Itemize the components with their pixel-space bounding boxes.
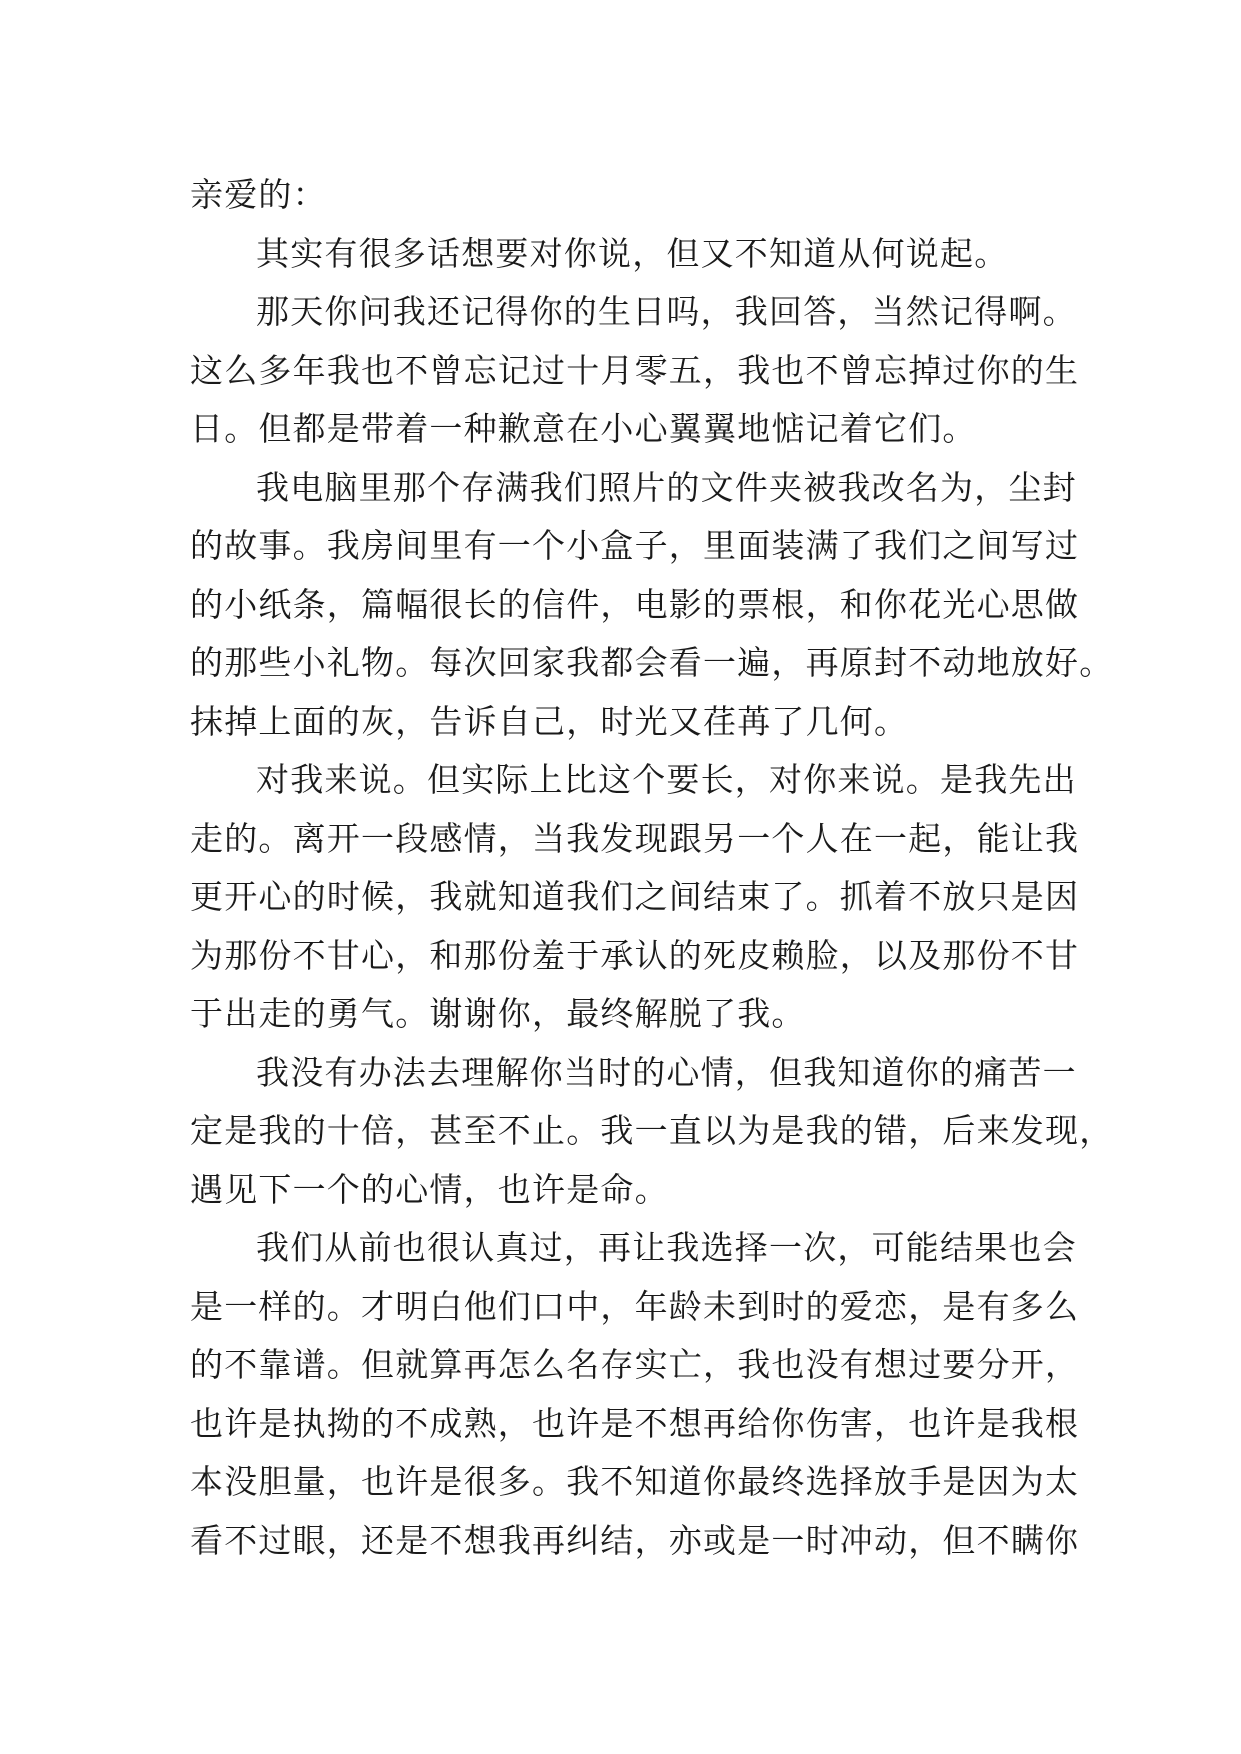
paragraph-line: 其实有很多话想要对你说，但又不知道从何说起。 xyxy=(256,233,1009,273)
paragraph-line: 抹掉上面的灰，告诉自己，时光又荏苒了几何。 xyxy=(190,701,909,741)
paragraph-line: 那天你问我还记得你的生日吗，我回答，当然记得啊。 xyxy=(256,292,1077,331)
salutation: 亲爱的： xyxy=(190,175,327,214)
paragraph-line: 于出走的勇气。谢谢你，最终解脱了我。 xyxy=(190,994,806,1033)
paragraph-line: 遇见下一个的心情，也许是命。 xyxy=(190,1169,669,1209)
paragraph-line: 我们从前也很认真过，再让我选择一次，可能结果也会 xyxy=(256,1228,1077,1267)
paragraph-line: 更开心的时候，我就知道我们之间结束了。抓着不放只是因 xyxy=(190,877,1080,916)
paragraph-line: 我没有办法去理解你当时的心情，但我知道你的痛苦一 xyxy=(256,1052,1077,1092)
paragraph-line: 的不靠谱。但就算再怎么名存实亡，我也没有想过要分开， xyxy=(190,1345,1080,1384)
paragraph-line: 我电脑里那个存满我们照片的文件夹被我改名为，尘封 xyxy=(256,467,1077,507)
paragraph-line: 是一样的。才明白他们口中，年龄未到时的爱恋，是有多么 xyxy=(190,1286,1080,1326)
paragraph-line: 走的。离开一段感情，当我发现跟另一个人在一起，能让我 xyxy=(190,818,1080,858)
letter-body xyxy=(190,166,1114,1570)
paragraph-line: 对我来说。但实际上比这个要长，对你来说。是我先出 xyxy=(256,760,1077,799)
paragraph-line: 本没胆量，也许是很多。我不知道你最终选择放手是因为太 xyxy=(190,1462,1080,1501)
paragraph-line: 这么多年我也不曾忘记过十月零五，我也不曾忘掉过你的生 xyxy=(190,350,1080,390)
paragraph-line: 的小纸条，篇幅很长的信件，电影的票根，和你花光心思做 xyxy=(190,584,1080,624)
paragraph-line: 的故事。我房间里有一个小盒子，里面装满了我们之间写过 xyxy=(190,526,1080,565)
paragraph-line: 为那份不甘心，和那份羞于承认的死皮赖脸，以及那份不甘 xyxy=(190,935,1080,975)
paragraph-line: 日。但都是带着一种歉意在小心翼翼地惦记着它们。 xyxy=(190,409,977,448)
paragraph-line: 也许是执拗的不成熟，也许是不想再给你伤害，也许是我根 xyxy=(190,1403,1080,1443)
paragraph-line: 看不过眼，还是不想我再纠结，亦或是一时冲动，但不瞒你 xyxy=(190,1520,1080,1560)
paragraph-line: 的那些小礼物。每次回家我都会看一遍，再原封不动地放好。 xyxy=(190,643,1114,682)
paragraph-line: 定是我的十倍，甚至不止。我一直以为是我的错，后来发现， xyxy=(190,1111,1114,1150)
